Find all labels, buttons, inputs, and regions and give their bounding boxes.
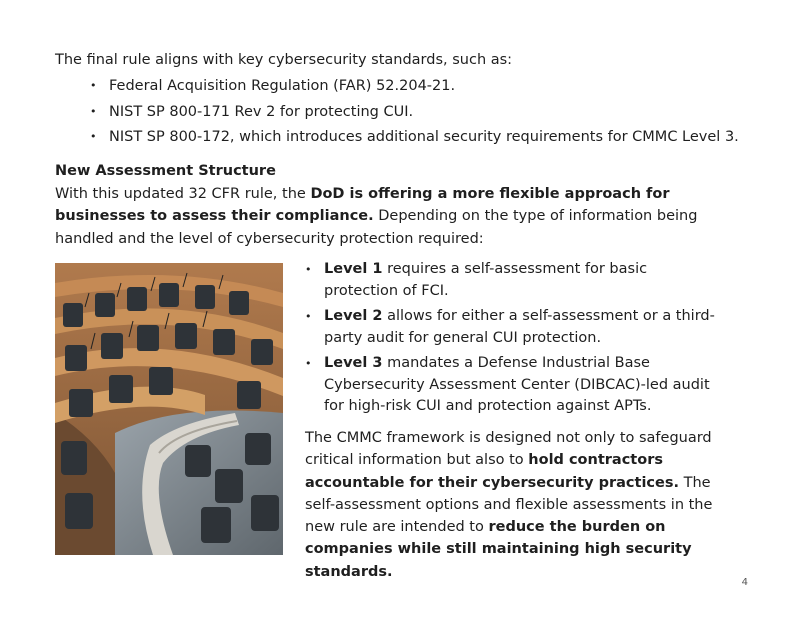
parliament-chamber-photo [55, 263, 283, 555]
assessment-paragraph [55, 183, 735, 250]
section-heading: New Assessment Structure [55, 163, 276, 179]
paragraph-emphasis: DoD is offering a more flexible approach for businesses to assess their compliance. [55, 186, 670, 225]
closing-emphasis: reduce the burden on companies while still maintaining high security standards. [305, 519, 692, 580]
paragraph-text: With this updated 32 CFR rule, the [55, 186, 311, 202]
level-description: allows for either a self-assessment or a third-party audit for general CUI protection. [324, 308, 715, 346]
level-name: Level 3 [324, 355, 383, 371]
closing-text: The CMMC framework is designed not only to safeguard critical information but also to [305, 430, 712, 469]
level-name: Level 1 [324, 261, 383, 277]
intro-text: The final rule aligns with key cybersecurity standards, such as: [55, 52, 513, 68]
standard-item: • NIST SP 800-172, which introduces additional security requirements for CMMC Level 3. [90, 127, 739, 153]
level-item [305, 353, 725, 418]
levels-list [305, 259, 725, 422]
page-number: 4 [741, 577, 748, 588]
level-item [305, 306, 725, 349]
level-name: Level 2 [324, 308, 383, 324]
standard-item: • NIST SP 800-171 Rev 2 for protecting CUI. [90, 102, 739, 128]
standards-list [90, 76, 739, 153]
closing-emphasis: hold contractors accountable for their cybersecurity practices. [305, 452, 679, 491]
level-item [305, 259, 725, 302]
level-description: mandates a Defense Industrial Base Cybersecurity Assessment Center (DIBCAC)-led audit for high-risk CUI and protection against APTs. [324, 355, 710, 414]
level-description: requires a self-assessment for basic protection of FCI. [324, 261, 648, 299]
closing-paragraph [305, 427, 725, 583]
standard-item: • Federal Acquisition Regulation (FAR) 52.204-21. [90, 76, 739, 102]
paragraph-text: Depending on the type of information being handled and the level of cybersecurity protection required: [55, 208, 698, 247]
closing-text: The self-assessment options and flexible assessments in the new rule are intended to [305, 474, 713, 536]
